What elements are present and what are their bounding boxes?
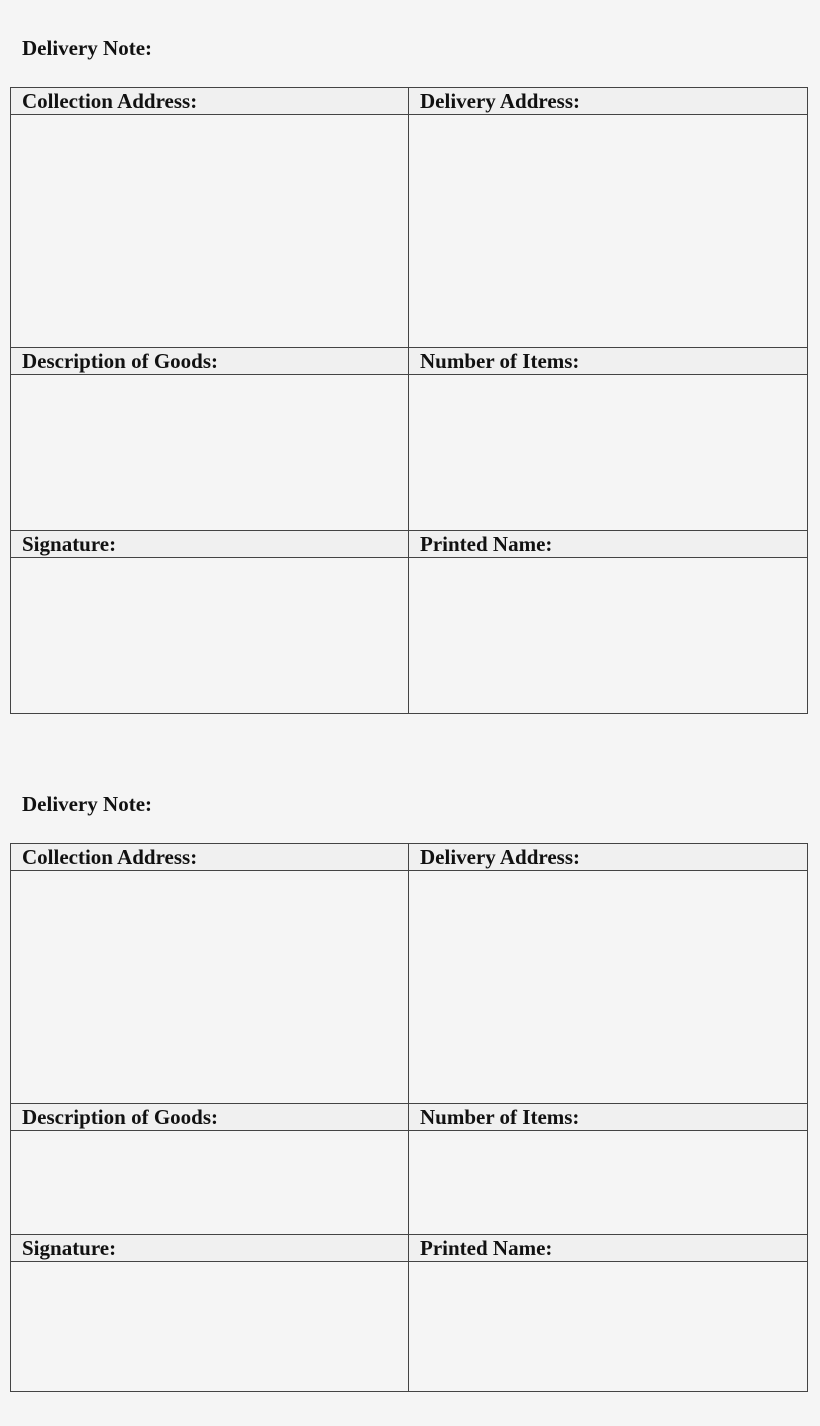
printed-name-field[interactable]	[409, 1262, 807, 1391]
delivery-address-label: Delivery Address:	[420, 89, 581, 113]
goods-fields-row	[11, 1131, 807, 1235]
signature-field[interactable]	[11, 558, 409, 713]
signature-fields-row	[11, 558, 807, 713]
delivery-note-form	[10, 843, 808, 1392]
description-of-goods-label: Description of Goods:	[11, 348, 409, 374]
address-fields-row	[11, 871, 807, 1104]
delivery-note-form	[10, 87, 808, 714]
section-header-row	[11, 1235, 807, 1262]
number-of-items-field[interactable]	[409, 375, 807, 530]
printed-name-label: Printed Name:	[420, 1236, 553, 1260]
address-fields-row	[11, 115, 807, 348]
description-of-goods-field[interactable]	[11, 375, 409, 530]
section-header-row	[11, 531, 807, 558]
note-title: Delivery Note:	[22, 792, 153, 816]
collection-address-field[interactable]	[11, 115, 409, 347]
number-of-items-label: Number of Items:	[420, 349, 580, 373]
signature-label: Signature:	[11, 1235, 409, 1261]
note-title: Delivery Note:	[22, 36, 153, 60]
description-of-goods-label: Description of Goods:	[11, 1104, 409, 1130]
number-of-items-field[interactable]	[409, 1131, 807, 1234]
collection-address-label: Collection Address:	[11, 844, 409, 870]
section-header-row	[11, 844, 807, 871]
signature-fields-row	[11, 1262, 807, 1391]
description-of-goods-field[interactable]	[11, 1131, 409, 1234]
signature-field[interactable]	[11, 1262, 409, 1391]
signature-label: Signature:	[11, 531, 409, 557]
printed-name-field[interactable]	[409, 558, 807, 713]
delivery-address-label: Delivery Address:	[420, 845, 581, 869]
printed-name-label: Printed Name:	[420, 532, 553, 556]
section-header-row	[11, 1104, 807, 1131]
collection-address-label: Collection Address:	[11, 88, 409, 114]
number-of-items-label: Number of Items:	[420, 1105, 580, 1129]
section-header-row	[11, 88, 807, 115]
delivery-address-field[interactable]	[409, 871, 807, 1103]
section-header-row	[11, 348, 807, 375]
delivery-address-field[interactable]	[409, 115, 807, 347]
collection-address-field[interactable]	[11, 871, 409, 1103]
goods-fields-row	[11, 375, 807, 531]
